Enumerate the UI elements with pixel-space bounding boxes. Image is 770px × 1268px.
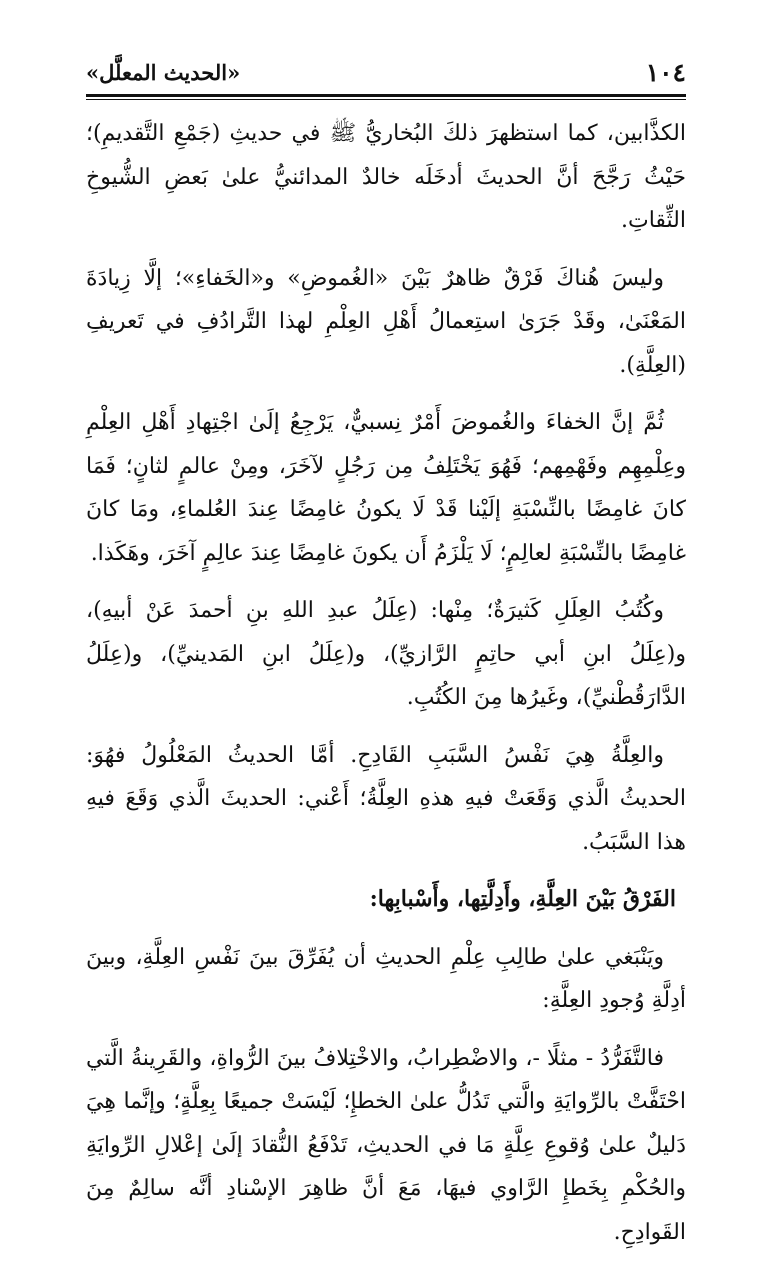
section-heading: الفَرْقُ بَيْنَ العِلَّةِ، وأَدِلَّتِها، وأَسْبابِها: <box>369 886 676 912</box>
paragraph: فالتَّفَرُّدُ - مثلًا -، والاضْطِرابُ، والاخْتِلافُ بينَ الرُّواةِ، والقَرِينةُ الَّتي احْتَفَّتْ بالرِّوايَةِ والَّتي تَدُلُّ علىٰ الخطإِ؛ لَيْسَتْ جميعًا بِعِلَّةٍ؛ وإنَّما هِيَ دَليلٌ علىٰ وُقوعِ عِلَّةٍ مَا في الحديثِ، تَدْفَعُ النُّقادَ إلَىٰ إعْلالِ الرِّوايَةِ والحُكْمِ بِخَطإِ الرَّاوي فيهَا، مَعَ أنَّ ظاهِرَ الإسْنادِ أنَّه سالِمٌ مِنَ القَوادِحِ. <box>86 1045 686 1245</box>
paragraph: الكذَّابين، كما استظهرَ ذلكَ البُخاريُّ ﷺ في حديثِ (جَمْعِ التَّقديمِ)؛ حَيْثُ رَجَّحَ أنَّ الحديثَ أدخَلَه خالدٌ المدائنيُّ علىٰ بَعضِ الشُّيوخِ الثِّقاتِ. <box>86 121 686 233</box>
paragraph: وكُتُبُ العِلَلِ كَثيرَةٌ؛ مِنْها: (عِلَلُ عبدِ اللهِ بنِ أحمدَ عَنْ أبيهِ)، و(عِلَلُ ابنِ أبي حاتِمٍ الرَّازيِّ)، و(عِلَلُ ابنِ المَدينيِّ)، و(عِلَلُ الدَّارَقُطْنيِّ)، وغَيرُها مِنَ الكُتُبِ. <box>86 598 686 710</box>
page-number: ١٠٤ <box>645 58 686 87</box>
paragraph: ويَنْبَغي علىٰ طالِبِ عِلْمِ الحديثِ أن يُفَرِّقَ بينَ نَفْسِ العِلَّةِ، وبينَ أدِلَّةِ وُجودِ العِلَّةِ: <box>86 944 686 1013</box>
paragraph: ثُمَّ إنَّ الخفاءَ والغُموضَ أَمْرٌ نِسبيٌّ، يَرْجِعُ إلَىٰ اجْتِهادِ أَهْلِ العِلْمِ وعِلْمِهِم وفَهْمِهم؛ فَهُوَ يَخْتَلِفُ مِن رَجُلٍ لآخَرَ، ومِنْ عالمٍ لثانٍ؛ فَمَا كانَ غامِضًا بالنِّسْبَةِ إلَيْنا قَدْ لَا يكونُ غامِضًا عِندَ العُلماءِ، ومَا كانَ غامِضًا بالنِّسْبَةِ لعالِمٍ؛ لَا يَلْزَمُ أَن يكونَ غامِضًا عِندَ عالِمٍ آخَرَ، وهَكَذا. <box>86 410 686 566</box>
header-rule-thick <box>86 94 686 97</box>
paragraph: وليسَ هُناكَ فَرْقٌ ظاهرٌ بَيْنَ «الغُموضِ» و«الخَفاءِ»؛ إلَّا زِيادَةَ المَعْنَىٰ، وقَدْ جَرَىٰ استِعمالُ أَهْلِ العِلْمِ لهذا التَّرادُفِ في تَعريفِ (العِلَّةِ). <box>86 265 686 378</box>
header-rule-thin <box>86 99 686 100</box>
paragraph: والعِلَّةُ هِيَ نَفْسُ السَّبَبِ القَادِحِ. أمَّا الحديثُ المَعْلُولُ فهُوَ: الحديثُ الَّذي وَقَعَتْ فيهِ هذهِ العِلَّةُ؛ أَعْني: الحديثَ الَّذي وَقَعَ فيهِ هذا السَّبَبُ. <box>86 742 686 855</box>
page-header <box>86 54 686 90</box>
body-text <box>86 112 686 1268</box>
running-title: «الحديث المعلَّل» <box>86 60 241 85</box>
